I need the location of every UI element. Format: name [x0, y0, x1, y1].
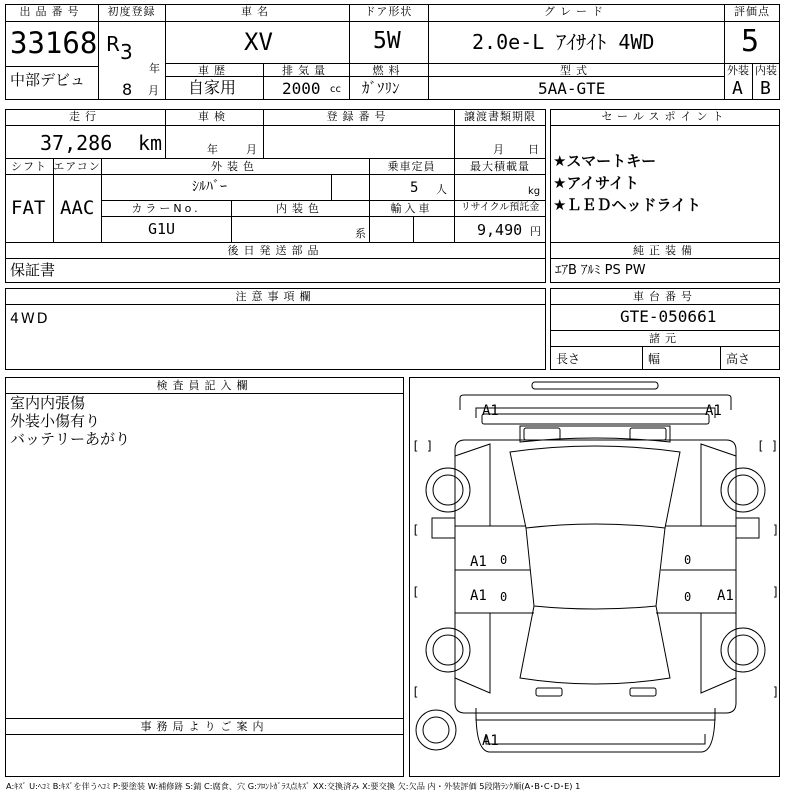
- year-unit: 年: [149, 62, 160, 75]
- recycle-fee-label: リサイクル預託金: [460, 202, 540, 213]
- model-code: 5AA-GTE: [538, 79, 606, 98]
- recycle-fee: 9,490: [477, 221, 523, 239]
- capacity-unit: 人: [436, 183, 447, 196]
- history: 自家用: [188, 78, 237, 97]
- inspection-year-unit: 年: [207, 143, 218, 156]
- car-name-label: 車名: [241, 5, 273, 18]
- rating-label: 評価点: [734, 5, 770, 18]
- transfer-deadline-label: 譲渡書類期限: [464, 110, 536, 123]
- interior-grade: B: [760, 78, 771, 99]
- history-label: 車歴: [198, 64, 230, 77]
- damage-mark-right-rear-door: A1: [717, 588, 734, 604]
- sales-point: ★スマートキー: [553, 152, 657, 170]
- accessories-label: 後日発送部品: [227, 244, 324, 257]
- office-notice-label: 事務局よりご案内: [140, 720, 269, 733]
- bracket-left: [: [412, 585, 420, 599]
- equipment-label: 純正装備: [633, 244, 697, 257]
- sales-points-label: セールスポイント: [601, 110, 729, 123]
- capacity-label: 乗車定員: [387, 160, 436, 173]
- zero-mark: 0: [684, 590, 692, 604]
- damage-mark-front-left: A1: [482, 403, 499, 419]
- max-load-label: 最大積載量: [470, 160, 530, 173]
- inspector-note: 室内内張傷: [10, 394, 86, 412]
- interior-color-label: 内装色: [276, 202, 324, 215]
- color-number: G1U: [148, 220, 176, 238]
- bracket-right: [: [757, 439, 765, 453]
- zero-mark: 0: [500, 590, 508, 604]
- bracket-right: ]: [772, 685, 780, 699]
- width-label: 幅: [648, 352, 661, 366]
- venue: 中部デビュ: [10, 71, 86, 89]
- bracket-left: [: [412, 439, 420, 453]
- transfer-day-unit: 日: [528, 143, 539, 156]
- damage-mark-left-rear-door: A1: [470, 588, 487, 604]
- equipment: ｴｱB ｱﾙﾐ PS PW: [555, 263, 646, 278]
- exterior-grade-label: 外装: [727, 64, 749, 77]
- interior-grade-label: 内装: [755, 64, 777, 77]
- ac: AAC: [60, 197, 95, 219]
- displacement-unit: cc: [330, 84, 341, 95]
- mileage: 37,286: [40, 131, 113, 155]
- month-unit: 月: [148, 84, 159, 97]
- displacement-label: 排気量: [282, 64, 330, 77]
- rating: 5: [741, 24, 760, 59]
- damage-mark-rear: A1: [482, 733, 499, 749]
- sales-point: ★ＬＥＤヘッドライト: [553, 196, 701, 214]
- car-name: XV: [244, 28, 273, 56]
- lot-number: 33168: [10, 26, 98, 60]
- fuel-label: 燃料: [372, 64, 405, 77]
- notes-text: 4WD: [10, 311, 50, 327]
- damage-diagram: [409, 377, 780, 777]
- import-label: 輸入車: [390, 202, 433, 215]
- dimensions-label: 諸元: [649, 332, 681, 345]
- bracket-left: [: [412, 685, 420, 699]
- door-type: 5W: [373, 28, 401, 54]
- exterior-color-label: 外装色: [211, 160, 259, 173]
- bracket-right: ]: [772, 585, 780, 599]
- inspection-month-unit: 月: [246, 143, 257, 156]
- damage-mark-left-front-door: A1: [470, 554, 487, 570]
- bracket-right: ]: [771, 439, 779, 453]
- height-label: 高さ: [726, 352, 751, 366]
- interior-color-unit: 系: [355, 227, 366, 240]
- mileage-unit: km: [138, 131, 163, 155]
- fuel: ｶﾞｿﾘﾝ: [362, 79, 400, 97]
- inspector-note: 外装小傷有り: [10, 412, 101, 430]
- length-label: 長さ: [556, 352, 581, 366]
- plate-label: 登録番号: [326, 110, 391, 123]
- era: R: [106, 32, 120, 56]
- sales-point: ★アイサイト: [553, 174, 640, 192]
- shift-label: シフト: [11, 160, 47, 173]
- chassis-number: GTE-050661: [620, 307, 717, 326]
- inspector-notes-label: 検査員記入欄: [156, 379, 253, 392]
- displacement: 2000: [282, 79, 321, 98]
- door-type-label: ドア形状: [364, 5, 413, 18]
- transfer-month-unit: 月: [493, 143, 504, 156]
- damage-legend: A:ｷｽﾞ U:ﾍｺﾐ B:ｷｽﾞを伴うﾍｺﾐ P:要塗装 W:補修跡 S:錆 C:腐食、穴 G:ﾌﾛﾝﾄｶﾞﾗｽ点ｷｽﾞ XX:交換済み X:要交換 欠:欠品 内・外装評価 5段階ﾗﾝｸ順(A･B･C･D･E) 1: [6, 781, 581, 791]
- mileage-label: 走行: [69, 110, 101, 123]
- bracket-right: ]: [772, 523, 780, 537]
- ac-label: エアコン: [53, 160, 101, 173]
- shift: FAT: [11, 197, 46, 219]
- exterior-grade: A: [732, 78, 743, 99]
- model-code-label: 型式: [560, 64, 592, 77]
- damage-mark-front-right: A1: [705, 403, 722, 419]
- era-year: 3: [120, 40, 133, 64]
- bracket-left: ]: [426, 439, 434, 453]
- zero-mark: 0: [684, 553, 692, 567]
- inspection-label: 車検: [198, 110, 230, 123]
- bracket-left: [: [412, 523, 420, 537]
- grade-label: グレード: [544, 5, 608, 18]
- zero-mark: 0: [500, 553, 508, 567]
- inspector-note: バッテリーあがり: [10, 430, 131, 448]
- capacity: 5: [410, 180, 419, 196]
- exterior-color: ｼﾙﾊﾞｰ: [192, 179, 227, 195]
- registration-month: 8: [122, 80, 133, 99]
- first-registration-label: 初度登録: [107, 5, 156, 18]
- lot-number-label: 出品番号: [19, 5, 84, 18]
- grade: 2.0e-L ｱｲｻｲﾄ 4WD: [472, 30, 655, 54]
- chassis-number-label: 車台番号: [633, 290, 697, 303]
- recycle-fee-unit: 円: [530, 225, 541, 238]
- max-load-unit: kg: [528, 186, 541, 197]
- accessories: 保証書: [10, 261, 56, 279]
- color-number-label: カラーNo.: [131, 202, 201, 215]
- notes-label: 注意事項欄: [235, 290, 316, 303]
